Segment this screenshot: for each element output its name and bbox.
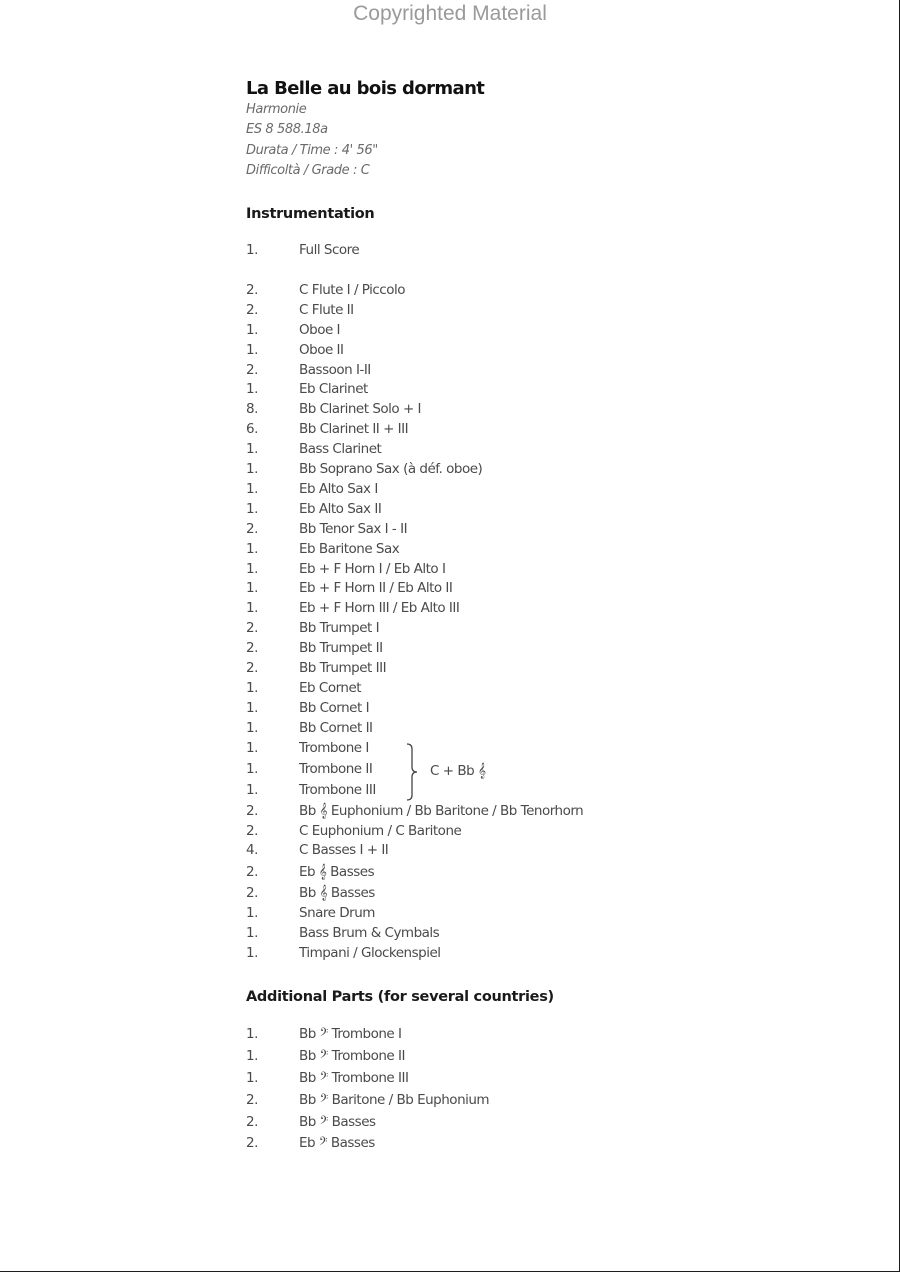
piece-title: La Belle au bois dormant — [246, 78, 485, 99]
instrument-name: Oboe II — [299, 342, 344, 358]
part-quantity: 1. — [246, 541, 258, 557]
instrument-name: Bb Trumpet II — [299, 640, 383, 656]
part-quantity: 2. — [246, 803, 258, 819]
part-quantity: 1. — [246, 561, 258, 577]
instrument-name: Bb 𝄢 Baritone / Bb Euphonium — [299, 1092, 490, 1108]
part-quantity: 1. — [246, 1048, 258, 1064]
part-quantity: 1. — [246, 580, 258, 596]
instrument-name: Bb Cornet II — [299, 720, 373, 736]
instrument-name: Trombone II — [299, 761, 373, 777]
instrument-name: C Flute II — [299, 302, 354, 318]
part-quantity: 4. — [246, 842, 258, 858]
part-quantity: 1. — [246, 1070, 258, 1086]
instrument-name: Eb + F Horn I / Eb Alto I — [299, 561, 446, 577]
instrument-name: Bass Brum & Cymbals — [299, 925, 440, 941]
duration: Durata / Time : 4' 56" — [246, 143, 378, 158]
instrument-name: Bb Trumpet III — [299, 660, 387, 676]
instrument-name: Bb 𝄢 Trombone I — [299, 1026, 402, 1042]
part-quantity: 1. — [246, 1026, 258, 1042]
part-quantity: 1. — [246, 441, 258, 457]
instrumentation-heading: Instrumentation — [246, 206, 375, 222]
instrument-name: Bb Clarinet Solo + I — [299, 401, 422, 417]
instrument-name: Bb 𝄢 Trombone II — [299, 1048, 405, 1064]
part-quantity: 2. — [246, 1135, 258, 1151]
part-quantity: 2. — [246, 362, 258, 378]
part-quantity: 8. — [246, 401, 258, 417]
instrument-name: Bb Trumpet I — [299, 620, 380, 636]
instrument-name: C Euphonium / C Baritone — [299, 823, 462, 839]
part-quantity: 2. — [246, 521, 258, 537]
instrument-name: Oboe I — [299, 322, 341, 338]
part-quantity: 1. — [246, 381, 258, 397]
part-quantity: 2. — [246, 640, 258, 656]
part-quantity: 1. — [246, 242, 258, 258]
trombone-brace — [405, 743, 425, 801]
additional-parts-heading: Additional Parts (for several countries) — [246, 989, 554, 1005]
part-quantity: 2. — [246, 885, 258, 901]
part-quantity: 1. — [246, 700, 258, 716]
part-quantity: 1. — [246, 680, 258, 696]
instrument-name: Trombone I — [299, 740, 369, 756]
instrument-name: C Flute I / Piccolo — [299, 282, 406, 298]
instrument-name: Bassoon I-II — [299, 362, 371, 378]
instrument-name: Bb 𝄞 Euphonium / Bb Baritone / Bb Tenorhorn — [299, 803, 584, 819]
part-quantity: 1. — [246, 945, 258, 961]
instrument-name: Bb Cornet I — [299, 700, 370, 716]
part-quantity: 1. — [246, 342, 258, 358]
part-quantity: 2. — [246, 823, 258, 839]
part-quantity: 1. — [246, 481, 258, 497]
instrument-name: Eb + F Horn II / Eb Alto II — [299, 580, 453, 596]
part-quantity: 6. — [246, 421, 258, 437]
instrument-name: Snare Drum — [299, 905, 375, 921]
part-quantity: 2. — [246, 302, 258, 318]
instrument-name: Full Score — [299, 242, 360, 258]
part-quantity: 1. — [246, 501, 258, 517]
copyright-watermark: Copyrighted Material — [353, 2, 547, 25]
instrument-name: Eb Clarinet — [299, 381, 368, 397]
instrument-name: Bb Tenor Sax I - II — [299, 521, 408, 537]
instrument-name: C Basses I + II — [299, 842, 389, 858]
part-quantity: 1. — [246, 720, 258, 736]
instrument-name: Eb Alto Sax II — [299, 501, 382, 517]
part-quantity: 1. — [246, 925, 258, 941]
instrument-name: Eb Baritone Sax — [299, 541, 400, 557]
part-quantity: 2. — [246, 620, 258, 636]
instrument-name: Timpani / Glockenspiel — [299, 945, 441, 961]
part-quantity: 1. — [246, 782, 258, 798]
ensemble-type: Harmonie — [246, 102, 307, 117]
instrument-name: Bb 𝄢 Basses — [299, 1114, 376, 1130]
instrument-name: Eb 𝄞 Basses — [299, 864, 375, 880]
part-quantity: 1. — [246, 905, 258, 921]
part-quantity: 2. — [246, 1114, 258, 1130]
part-quantity: 2. — [246, 864, 258, 880]
part-quantity: 1. — [246, 761, 258, 777]
part-quantity: 1. — [246, 740, 258, 756]
part-quantity: 1. — [246, 322, 258, 338]
instrument-name: Bass Clarinet — [299, 441, 382, 457]
trombone-brace-label: C + Bb 𝄞 — [430, 763, 486, 779]
instrument-name: Trombone III — [299, 782, 376, 798]
difficulty-grade: Difficoltà / Grade : C — [246, 163, 370, 178]
instrument-name: Bb 𝄞 Basses — [299, 885, 375, 901]
instrument-name: Eb Alto Sax I — [299, 481, 378, 497]
part-quantity: 1. — [246, 600, 258, 616]
part-quantity: 2. — [246, 282, 258, 298]
instrument-name: Bb Soprano Sax (à déf. oboe) — [299, 461, 483, 477]
part-quantity: 2. — [246, 1092, 258, 1108]
part-quantity: 1. — [246, 461, 258, 477]
instrument-name: Eb Cornet — [299, 680, 362, 696]
instrument-name: Bb Clarinet II + III — [299, 421, 409, 437]
instrument-name: Eb + F Horn III / Eb Alto III — [299, 600, 460, 616]
instrument-name: Bb 𝄢 Trombone III — [299, 1070, 409, 1086]
instrument-name: Eb 𝄢 Basses — [299, 1135, 375, 1151]
part-quantity: 2. — [246, 660, 258, 676]
catalog-number: ES 8 588.18a — [246, 122, 328, 137]
